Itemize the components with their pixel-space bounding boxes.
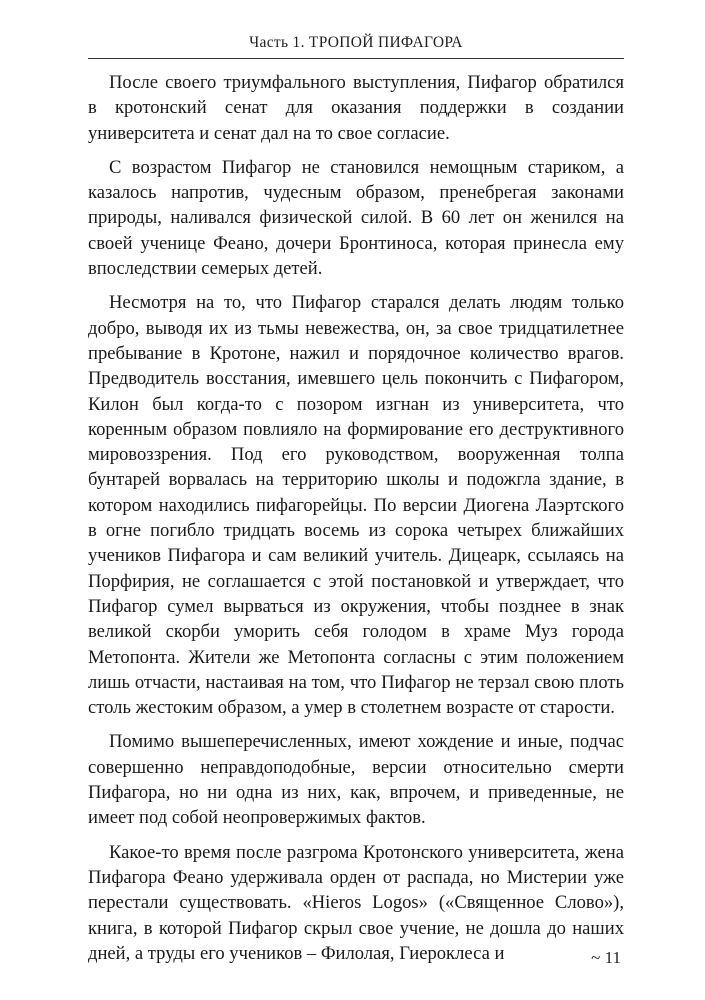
paragraph: Какое-то время после разгрома Кротонского университета, жена Пифагора Феано удерживала орден от распада, но Мистерии уже перестали существовать. «Hieros Logos» («Священное Слово»), книга, в которой Пифагор скрыл свое учение, не дошла до наших дней, а труды его учеников – Филолая, Гиероклеса и — [88, 841, 624, 964]
page-body — [88, 70, 624, 975]
paragraph: С возрастом Пифагор не становился немощным стариком, а казалось напротив, чудесным образом, пренебрегая законами природы, наливался физической силой. В 60 лет он женился на своей ученице Феано, дочери Бронтиноса, которая принесла ему впоследствии семерых детей. — [88, 156, 624, 280]
paragraph: Несмотря на то, что Пифагор старался делать людям только добро, выводя их из тьмы невежества, он, за свое тридцатилетнее пребывание в Кротоне, нажил и порядочное количество врагов. Предводитель восстания, имевшего цель покончить с Пифагором, Килон был когда-то с позором изгнан из университета, что коренным образом повлияло на формирование его деструктивного мировоззрения. Под его руководством, вооруженная толпа бунтарей ворвалась на территорию школы и подожгла здание, в котором находились пифагорейцы. По версии Диогена Лаэртского в огне погибло тридцать восемь из сорока четырех ближайших учеников Пифагора и сам великий учитель. Дицеарк, ссылаясь на Порфирия, не соглашается с этой постановкой и утверждает, что Пифагор сумел вырваться из окружения, чтобы позднее в знак великой скорби уморить себя голодом в храме Муз города Метопонта. Жители же Метопонта согласны с этим положением лишь отчасти, настаивая на том, что Пифагор не терзал свою плоть столь жестоким образом, а умер в столетнем возрасте от старости. — [88, 292, 624, 719]
header-rule — [88, 58, 624, 59]
page-number: ~ 11 — [591, 948, 621, 967]
paragraph: После своего триумфального выступления, Пифагор обратился в кротонский сенат для оказания поддержки в создании университета и сенат дал на то свое согласие. — [88, 72, 624, 144]
running-head: Часть 1. ТРОПОЙ ПИФАГОРА — [249, 34, 463, 51]
paragraph: Помимо вышеперечисленных, имеют хождение и иные, подчас совершенно неправдоподобные, версии относительно смерти Пифагора, но ни одна из них, как, впрочем, и приведенные, не имеет под собой неопровержимых фактов. — [88, 731, 624, 829]
